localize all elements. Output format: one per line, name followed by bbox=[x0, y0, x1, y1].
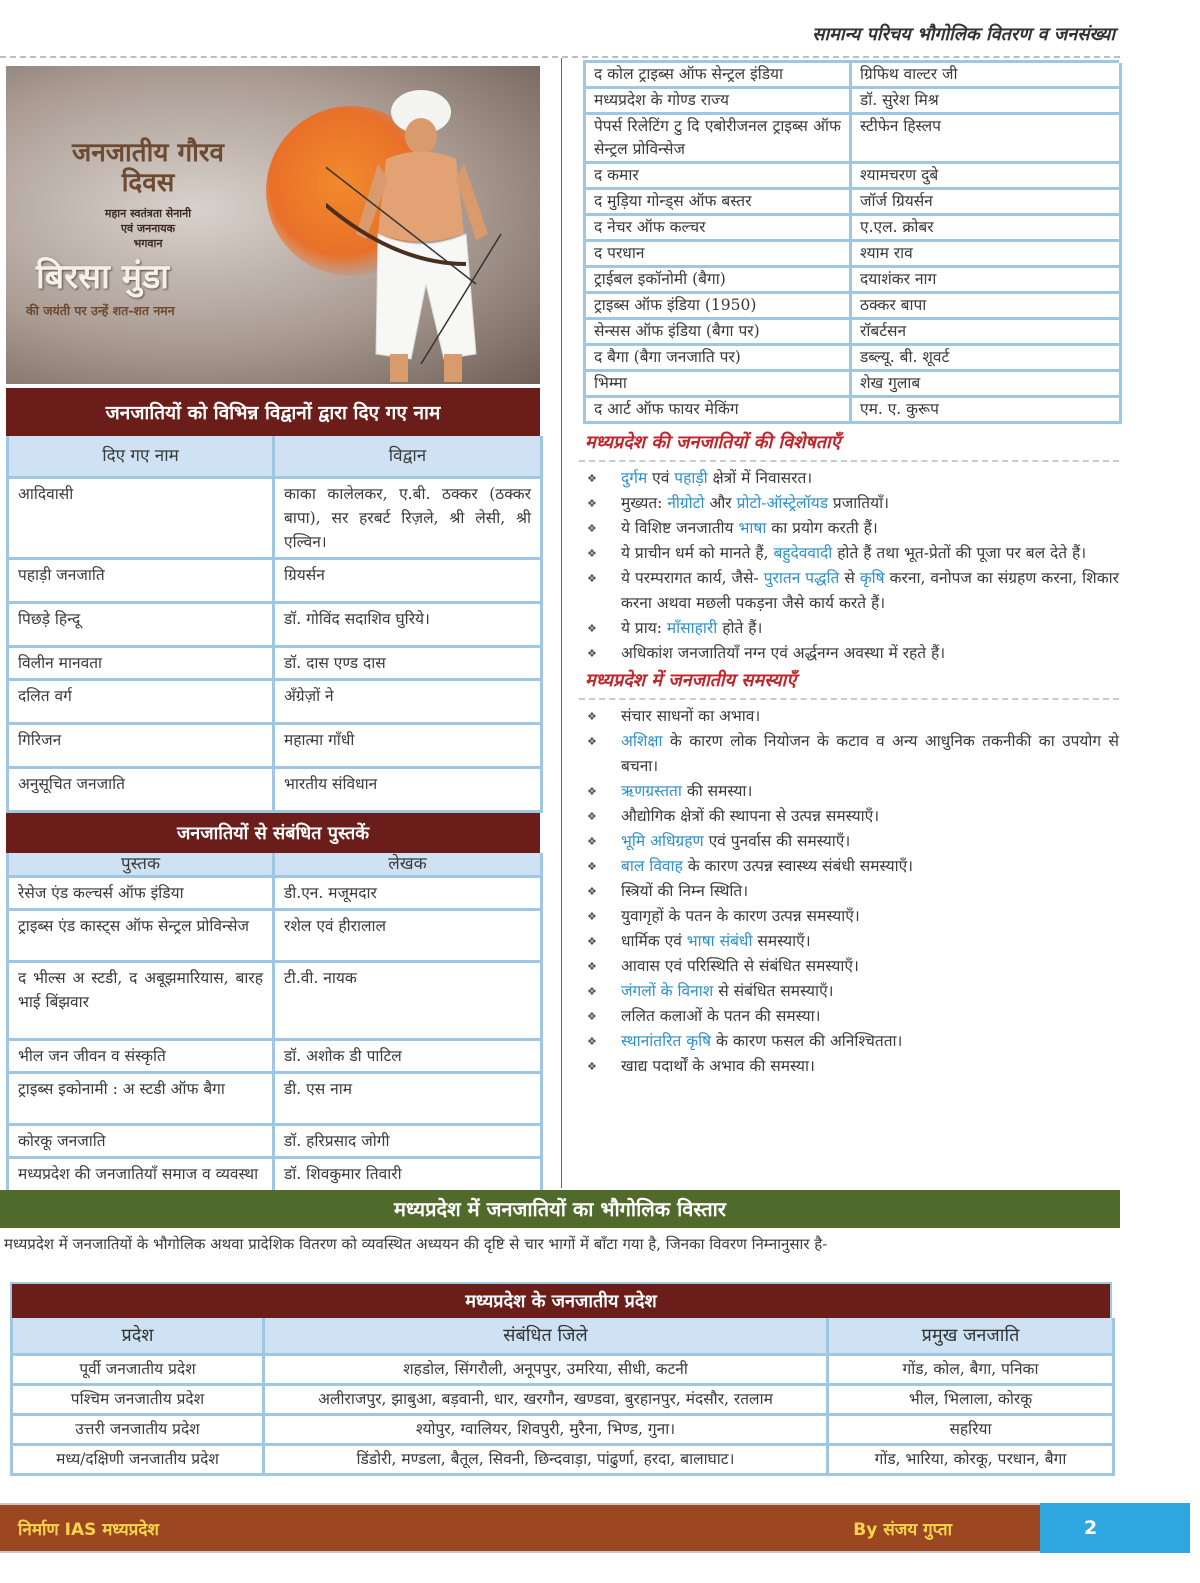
features-divider bbox=[579, 460, 1119, 462]
text-segment: के कारण लोक नियोजन के कटाव व अन्य आधुनिक तकनीकी का उपयोग से बचना। bbox=[621, 732, 1119, 775]
table-cell: सहरिया bbox=[829, 1416, 1115, 1446]
table-cell: जॉर्ज ग्रियर्सन bbox=[852, 190, 1122, 216]
text-segment: मुख्यत: bbox=[621, 494, 668, 512]
table-cell: पश्चिम जनजातीय प्रदेश bbox=[13, 1386, 265, 1416]
table-cell: डी. एस नाम bbox=[275, 1074, 543, 1126]
table-cell: रॉबर्टसन bbox=[852, 320, 1122, 346]
text-segment: क्षेत्रों में निवासरत। bbox=[707, 469, 813, 487]
column-header: लेखक bbox=[275, 853, 543, 878]
text-segment: अधिकांश जनजातियाँ नग्न एवं अर्द्धनग्न अवस्था में रहते हैं। bbox=[621, 644, 946, 662]
list-item bbox=[583, 566, 1119, 616]
table-cell: दलित वर्ग bbox=[9, 681, 275, 725]
table-cell: रेसेज एंड कल्चर्स ऑफ इंडिया bbox=[9, 878, 275, 911]
birsa-munda-banner bbox=[6, 66, 540, 384]
names-table bbox=[6, 388, 540, 813]
right-column bbox=[583, 60, 1119, 1079]
highlighted-term: कृषि bbox=[859, 569, 885, 587]
column-header: विद्वान bbox=[275, 436, 543, 479]
highlighted-term: भाषा संबंधी bbox=[686, 932, 753, 950]
banner-tagline: की जयंती पर उन्हें शत-शत नमन bbox=[26, 303, 175, 318]
highlighted-term: बाल विवाह bbox=[621, 857, 683, 875]
highlighted-term: दुर्गम bbox=[621, 469, 648, 487]
list-item bbox=[583, 616, 1119, 641]
table-cell: पूर्वी जनजातीय प्रदेश bbox=[13, 1356, 265, 1386]
table-cell: द कोल ट्राइब्स ऑफ सेन्ट्रल इंडिया bbox=[586, 63, 852, 89]
table-cell: श्योपुर, ग्वालियर, शिवपुरी, मुरैना, भिण्ड, गुना। bbox=[265, 1416, 829, 1446]
tribal-archer-illustration bbox=[326, 84, 516, 384]
table-cell: द बैगा (बैगा जनजाति पर) bbox=[586, 346, 852, 372]
books-table-title: जनजातियों से संबंधित पुस्तकें bbox=[6, 813, 540, 853]
text-segment: ये विशिष्ट जनजातीय bbox=[621, 519, 739, 537]
table-cell: ट्राइब्स ऑफ इंडिया (1950) bbox=[586, 294, 852, 320]
table-cell: डॉ. शिवकुमार तिवारी bbox=[275, 1159, 543, 1211]
books-table bbox=[6, 813, 540, 1211]
highlighted-term: ऋणग्रस्तता bbox=[621, 782, 682, 800]
banner-subtitle-1: महान स्वतंत्रता सेनानी bbox=[104, 207, 192, 220]
list-item bbox=[583, 516, 1119, 541]
table-cell: अलीराजपुर, झाबुआ, बड़वानी, धार, खरगौन, खण्डवा, बुरहानपुर, मंदसौर, रतलाम bbox=[265, 1386, 829, 1416]
list-item bbox=[583, 804, 1119, 829]
table-cell: मध्य/दक्षिणी जनजातीय प्रदेश bbox=[13, 1446, 265, 1476]
list-item bbox=[583, 1054, 1119, 1079]
text-segment: एवं bbox=[647, 469, 675, 487]
table-cell: भील जन जीवन व संस्कृति bbox=[9, 1041, 275, 1074]
table-cell: कोरकू जनजाति bbox=[9, 1126, 275, 1159]
page-number: 2 bbox=[1040, 1503, 1190, 1553]
books-table-continued bbox=[583, 60, 1119, 424]
list-item bbox=[583, 779, 1119, 804]
table-cell: द भील्स अ स्टडी, द अबूझमारियास, बारह भाई बिंझवार bbox=[9, 963, 275, 1041]
list-item bbox=[583, 466, 1119, 491]
names-table-title: जनजातियों को विभिन्न विद्वानों द्वारा दिए गए नाम bbox=[6, 388, 540, 436]
text-segment: संचार साधनों का अभाव। bbox=[621, 707, 761, 725]
text-segment: ललित कलाओं के पतन की समस्या। bbox=[621, 1007, 821, 1025]
table-cell: सेन्सस ऑफ इंडिया (बैगा पर) bbox=[586, 320, 852, 346]
table-cell: एम. ए. कुरूप bbox=[852, 398, 1122, 424]
highlighted-term: बहुदेववादी bbox=[773, 544, 833, 562]
left-column bbox=[6, 66, 540, 1211]
table-cell: गोंड, कोल, बैगा, पनिका bbox=[829, 1356, 1115, 1386]
table-cell: आदिवासी bbox=[9, 479, 275, 560]
table-cell: उत्तरी जनजातीय प्रदेश bbox=[13, 1416, 265, 1446]
column-header: पुस्तक bbox=[9, 853, 275, 878]
highlighted-term: प्रोटो-ऑस्ट्रेलॉयड bbox=[736, 494, 828, 512]
table-cell: डॉ. दास एण्ड दास bbox=[275, 648, 543, 681]
table-cell: द नेचर ऑफ कल्चर bbox=[586, 216, 852, 242]
table-cell: मध्यप्रदेश के गोण्ड राज्य bbox=[586, 89, 852, 115]
text-segment: ये प्राय: bbox=[621, 619, 667, 637]
highlighted-term: माँसाहारी bbox=[666, 619, 718, 637]
problems-heading: मध्यप्रदेश में जनजातीय समस्याएँ bbox=[585, 670, 797, 691]
features-list bbox=[583, 466, 1119, 666]
table-cell: भारतीय संविधान bbox=[275, 769, 543, 813]
highlighted-term: नीग्रोटो bbox=[667, 494, 705, 512]
table-cell: ट्राइब्स एंड कास्ट्स ऑफ सेन्ट्रल प्रोविन्सेज bbox=[9, 911, 275, 963]
table-cell: पिछड़े हिन्दू bbox=[9, 604, 275, 648]
table-cell: भिम्मा bbox=[586, 372, 852, 398]
table-cell: ग्रिफिथ वाल्टर जी bbox=[852, 63, 1122, 89]
banner-subtitle-2: एवं जननायक bbox=[120, 222, 176, 235]
regions-table-title: मध्यप्रदेश के जनजातीय प्रदेश bbox=[10, 1282, 1112, 1318]
text-segment: एवं पुनर्वास की समस्याएँ। bbox=[703, 832, 851, 850]
list-item bbox=[583, 491, 1119, 516]
table-cell: पेपर्स रिलेटिंग टु दि एबोरीजनल ट्राइब्स ऑफ सेन्ट्रल प्रोविन्सेज bbox=[586, 115, 852, 164]
list-item bbox=[583, 954, 1119, 979]
banner-title: जनजातीय गौरव दिवस bbox=[72, 138, 224, 198]
table-cell: रशेल एवं हीरालाल bbox=[275, 911, 543, 963]
table-cell: डॉ. गोविंद सदाशिव घुरिये। bbox=[275, 604, 543, 648]
text-segment: करना, वनोपज का संग्रहण करना, शिकार करना अथवा मछली पकड़ना जैसे कार्य करते हैं। bbox=[621, 569, 1119, 612]
table-cell: ट्राईबल इकॉनोमी (बैगा) bbox=[586, 268, 852, 294]
table-cell: दयाशंकर नाग bbox=[852, 268, 1122, 294]
list-item bbox=[583, 879, 1119, 904]
highlighted-term: स्थानांतरित कृषि bbox=[621, 1032, 712, 1050]
list-item bbox=[583, 854, 1119, 879]
column-header: प्रदेश bbox=[13, 1318, 265, 1356]
table-cell: डॉ. सुरेश मिश्र bbox=[852, 89, 1122, 115]
regions-table-grid bbox=[10, 1318, 1112, 1476]
banner-subtitle bbox=[58, 206, 238, 251]
table-cell: भील, भिलाला, कोरकू bbox=[829, 1386, 1115, 1416]
table-cell: श्यामचरण दुबे bbox=[852, 164, 1122, 190]
table-cell: महात्मा गाँधी bbox=[275, 725, 543, 769]
table-cell: अनुसूचित जनजाति bbox=[9, 769, 275, 813]
list-item bbox=[583, 1029, 1119, 1054]
text-segment: होते हैं। bbox=[717, 619, 763, 637]
highlighted-term: भाषा bbox=[738, 519, 767, 537]
highlighted-term: पहाड़ी bbox=[674, 469, 708, 487]
column-divider bbox=[561, 58, 562, 1188]
text-segment: खाद्य पदार्थों के अभाव की समस्या। bbox=[621, 1057, 815, 1075]
running-head: सामान्य परिचय भौगोलिक वितरण व जनसंख्या bbox=[812, 24, 1115, 45]
list-item bbox=[583, 729, 1119, 779]
highlighted-term: अशिक्षा bbox=[621, 732, 663, 750]
table-cell: गिरिजन bbox=[9, 725, 275, 769]
header-divider bbox=[0, 56, 1120, 58]
names-table-grid bbox=[6, 436, 540, 813]
geography-band-title: मध्यप्रदेश में जनजातियों का भौगोलिक विस्तार bbox=[0, 1190, 1120, 1228]
list-item bbox=[583, 541, 1119, 566]
table-cell: शहडोल, सिंगरौली, अनूपपुर, उमरिया, सीधी, कटनी bbox=[265, 1356, 829, 1386]
tribal-regions-table bbox=[10, 1282, 1112, 1476]
table-cell: ए.एल. क्रोबर bbox=[852, 216, 1122, 242]
table-cell: विलीन मानवता bbox=[9, 648, 275, 681]
list-item bbox=[583, 979, 1119, 1004]
text-segment: का प्रयोग करती हैं। bbox=[766, 519, 878, 537]
problems-divider bbox=[579, 698, 1119, 700]
list-item bbox=[583, 929, 1119, 954]
column-header: दिए गए नाम bbox=[9, 436, 275, 479]
table-cell: द मुड़िया गोन्ड्स ऑफ बस्तर bbox=[586, 190, 852, 216]
text-segment: समस्याएँ। bbox=[752, 932, 811, 950]
text-segment: औद्योगिक क्षेत्रों की स्थापना से उत्पन्न समस्याएँ। bbox=[621, 807, 880, 825]
highlighted-term: जंगलों के विनाश bbox=[621, 982, 714, 1000]
list-item bbox=[583, 704, 1119, 729]
table-cell: काका कालेलकर, ए.बी. ठक्कर (ठक्कर बापा), सर हरबर्ट रिज़ले, श्री लेसी, श्री एल्विन। bbox=[275, 479, 543, 560]
table-cell: ट्राइब्स इकोनामी : अ स्टडी ऑफ बैगा bbox=[9, 1074, 275, 1126]
text-segment: की समस्या। bbox=[681, 782, 753, 800]
text-segment: ये परम्परागत कार्य, जैसे- bbox=[621, 569, 764, 587]
geography-intro: मध्यप्रदेश में जनजातियों के भौगोलिक अथवा प्रादेशिक वितरण को व्यवस्थित अध्ययन की दृष्टि से चार भागों में बाँटा गया है, जिनका विवरण निम्नानुसार है- bbox=[4, 1235, 828, 1253]
column-header: प्रमुख जनजाति bbox=[829, 1318, 1115, 1356]
banner-name: बिरसा मुंडा bbox=[36, 257, 170, 297]
table-cell: श्याम राव bbox=[852, 242, 1122, 268]
features-heading: मध्यप्रदेश की जनजातियों की विशेषताएँ bbox=[585, 432, 841, 453]
list-item bbox=[583, 829, 1119, 854]
list-item bbox=[583, 904, 1119, 929]
table-cell: डब्ल्यू. बी. शूवर्ट bbox=[852, 346, 1122, 372]
problems-list bbox=[583, 704, 1119, 1079]
books-table-grid bbox=[6, 853, 540, 1211]
list-item bbox=[583, 641, 1119, 666]
highlighted-term: पुरातन पद्धति bbox=[763, 569, 840, 587]
text-segment: होते हैं तथा भूत-प्रेतों की पूजा पर बल देते हैं। bbox=[832, 544, 1087, 562]
column-header: संबंधित जिले bbox=[265, 1318, 829, 1356]
text-segment: ये प्राचीन धर्म को मानते हैं, bbox=[621, 544, 774, 562]
table-cell: डी.एन. मजूमदार bbox=[275, 878, 543, 911]
table-cell: शेख गुलाब bbox=[852, 372, 1122, 398]
table-cell: मध्यप्रदेश की जनजातियाँ समाज व व्यवस्था bbox=[9, 1159, 275, 1211]
text-segment: के कारण फसल की अनिश्चितता। bbox=[711, 1032, 903, 1050]
table-cell: स्टीफेन हिस्लप bbox=[852, 115, 1122, 164]
table-cell: डॉ. हरिप्रसाद जोगी bbox=[275, 1126, 543, 1159]
table-cell: डॉ. अशोक डी पाटिल bbox=[275, 1041, 543, 1074]
text-segment: स्त्रियों की निम्न स्थिति। bbox=[621, 882, 749, 900]
table-cell: द आर्ट ऑफ फायर मेकिंग bbox=[586, 398, 852, 424]
text-segment: और bbox=[704, 494, 737, 512]
table-cell: द कमार bbox=[586, 164, 852, 190]
text-segment: आवास एवं परिस्थिति से संबंधित समस्याएँ। bbox=[621, 957, 859, 975]
text-segment: से संबंधित समस्याएँ। bbox=[713, 982, 834, 1000]
table-cell: ठक्कर बापा bbox=[852, 294, 1122, 320]
text-segment: से bbox=[839, 569, 860, 587]
text-segment: के कारण उत्पन्न स्वास्थ्य संबंधी समस्याएँ। bbox=[682, 857, 914, 875]
table-cell: ग्रियर्सन bbox=[275, 560, 543, 604]
highlighted-term: भूमि अधिग्रहण bbox=[621, 832, 704, 850]
footer-author: By संजय गुप्ता bbox=[853, 1519, 952, 1540]
text-segment: युवागृहों के पतन के कारण उत्पन्न समस्याएँ। bbox=[621, 907, 860, 925]
footer-publisher: निर्माण IAS मध्यप्रदेश bbox=[18, 1519, 159, 1540]
table-cell: टी.वी. नायक bbox=[275, 963, 543, 1041]
page-footer bbox=[0, 1503, 1190, 1553]
banner-subtitle-3: भगवान bbox=[133, 237, 163, 250]
table-cell: डिंडोरी, मण्डला, बैतूल, सिवनी, छिन्दवाड़ा, पांढुर्णा, हरदा, बालाघाट। bbox=[265, 1446, 829, 1476]
footer-bar bbox=[0, 1503, 1040, 1553]
text-segment: धार्मिक एवं bbox=[621, 932, 687, 950]
text-segment: प्रजातियाँ। bbox=[827, 494, 889, 512]
table-cell: पहाड़ी जनजाति bbox=[9, 560, 275, 604]
table-cell: गोंड, भारिया, कोरकू, परधान, बैगा bbox=[829, 1446, 1115, 1476]
list-item bbox=[583, 1004, 1119, 1029]
table-cell: द परधान bbox=[586, 242, 852, 268]
table-cell: अँग्रेज़ों ने bbox=[275, 681, 543, 725]
